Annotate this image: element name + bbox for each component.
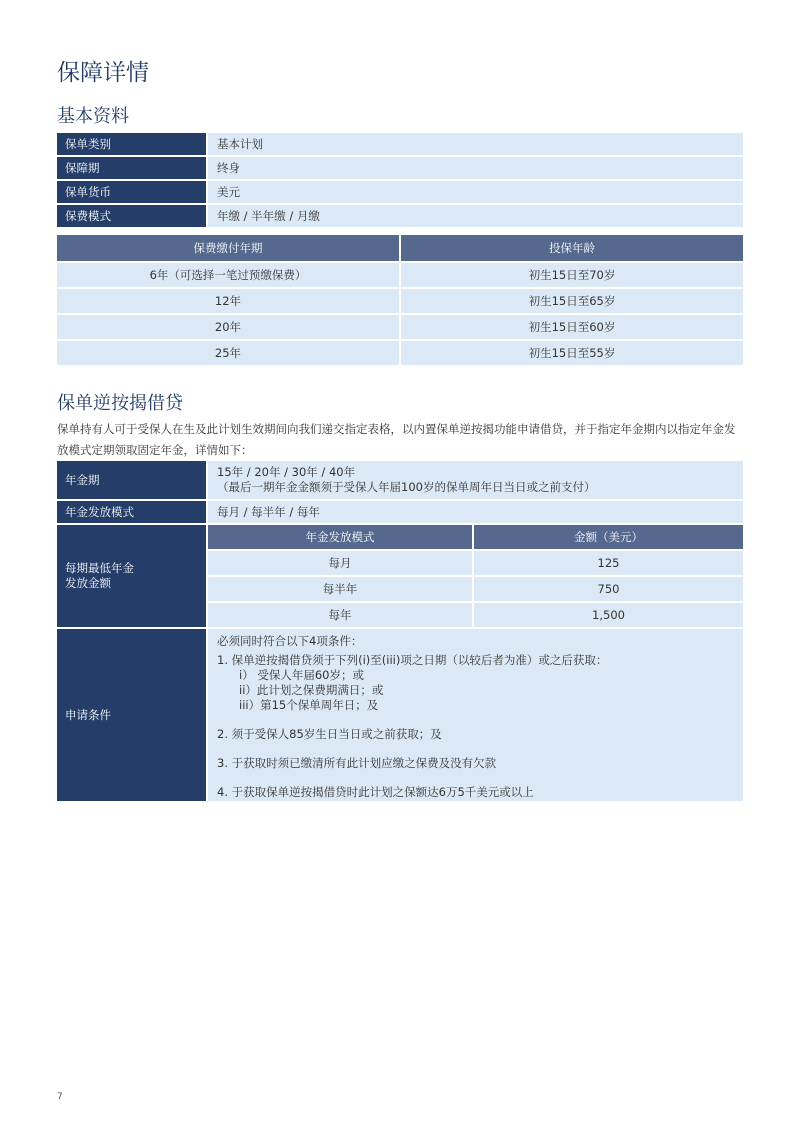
table-cell: 20年 (57, 313, 401, 339)
row-label: 保费模式 (57, 205, 208, 229)
table-cell: 初生15日至60岁 (401, 313, 743, 339)
column-header: 金额（美元） (474, 525, 743, 551)
basic-info-table (57, 133, 743, 229)
row-label: 年金发放模式 (57, 501, 208, 525)
table-cell: 1,500 (474, 603, 743, 629)
table-cell: 每半年 (208, 577, 474, 603)
conditions-content (208, 629, 743, 803)
list-item: 2. 须于受保人85岁生日当日或之前获取；及 (217, 727, 442, 741)
row-value: 美元 (208, 181, 743, 205)
table-row (57, 461, 743, 501)
table-header-row (57, 235, 743, 261)
row-value (208, 461, 743, 501)
table-row (57, 181, 743, 205)
table-row (57, 157, 743, 181)
row-label: 每期最低年金 发放金额 (57, 525, 208, 629)
conditions-list (217, 653, 743, 668)
table-cell: 750 (474, 577, 743, 603)
table-cell: 初生15日至55岁 (401, 339, 743, 365)
list-item: i） 受保人年届60岁；或 (239, 668, 364, 682)
row-value: 终身 (208, 157, 743, 181)
table-cell: 每月 (208, 551, 474, 577)
table-row (57, 287, 743, 313)
table-cell: 初生15日至70岁 (401, 261, 743, 287)
column-header: 年金发放模式 (208, 525, 474, 551)
conditions-sub-list (217, 668, 743, 713)
list-item: iii）第15个保单周年日；及 (239, 698, 379, 712)
row-value: 年缴 / 半年缴 / 月缴 (208, 205, 743, 229)
table-row (57, 313, 743, 339)
annuity-period-options: 15年 / 20年 / 30年 / 40年 (217, 465, 356, 479)
column-header: 投保年龄 (401, 235, 743, 261)
section-title-basic-info: 基本资料 (57, 106, 129, 127)
premium-terms-table (57, 235, 743, 365)
table-cell: 25年 (57, 339, 401, 365)
row-label: 保障期 (57, 157, 208, 181)
list-item: 4. 于获取保单逆按揭借贷时此计划之保额达6万5千美元或以上 (217, 785, 534, 799)
table-cell: 125 (474, 551, 743, 577)
page-number: 7 (57, 1092, 63, 1102)
table-row (57, 261, 743, 287)
annuity-period-note: （最后一期年金金额须于受保人年届100岁的保单周年日当日或之前支付） (217, 480, 596, 494)
table-row (57, 629, 743, 803)
row-label: 年金期 (57, 461, 208, 501)
conditions-intro: 必须同时符合以下4项条件： (217, 634, 363, 648)
page-title: 保障详情 (57, 60, 149, 86)
table-row (57, 501, 743, 525)
table-cell: 初生15日至65岁 (401, 287, 743, 313)
table-row (57, 339, 743, 365)
table-cell: 6年（可选择一笔过预缴保费） (57, 261, 401, 287)
table-row (57, 133, 743, 157)
table-row (57, 525, 743, 551)
intro-paragraph: 保单持有人可于受保人在生及此计划生效期间向我们递交指定表格，以内置保单逆按揭功能申请借贷，并于指定年金期内以指定年金发放模式定期领取固定年金，详情如下： (57, 422, 736, 457)
list-item: ii）此计划之保费期满日；或 (239, 683, 384, 697)
table-cell: 每年 (208, 603, 474, 629)
table-row (57, 205, 743, 229)
table-cell: 12年 (57, 287, 401, 313)
row-label: 保单货币 (57, 181, 208, 205)
list-item: 1. 保单逆按揭借贷须于下列(i)至(iii)项之日期（以较后者为准）或之后获取： (217, 653, 608, 667)
row-label: 保单类别 (57, 133, 208, 157)
row-value: 基本计划 (208, 133, 743, 157)
section-title-reverse-mortgage-loan: 保单逆按揭借贷 (57, 393, 183, 414)
row-value: 每月 / 每半年 / 每年 (208, 501, 743, 525)
row-label: 申请条件 (57, 629, 208, 803)
annuity-table (57, 461, 743, 803)
list-item: 3. 于获取时须已缴清所有此计划应缴之保费及没有欠款 (217, 756, 497, 770)
column-header: 保费缴付年期 (57, 235, 401, 261)
